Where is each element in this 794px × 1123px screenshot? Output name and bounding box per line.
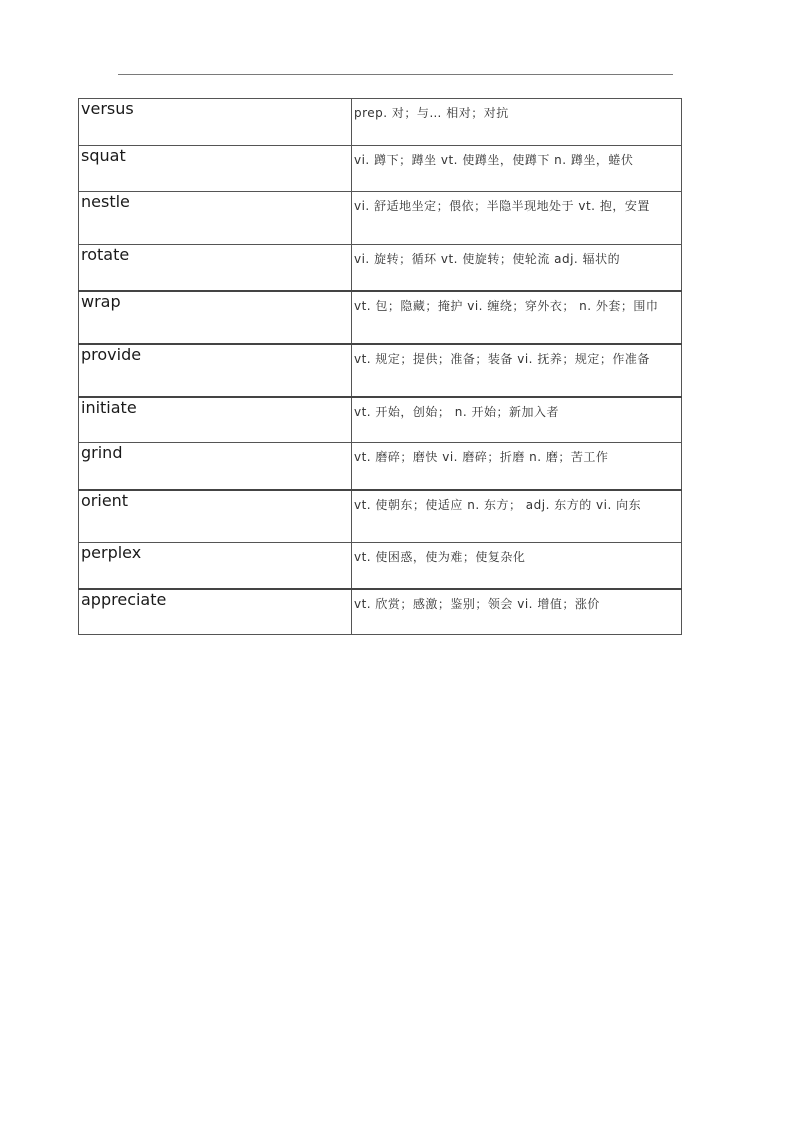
word-cell: nestle [79, 192, 352, 245]
table-row [79, 192, 682, 245]
definition-cell: vt. 欣赏；感激；鉴别；领会 vi. 增值；涨价 [352, 589, 682, 635]
definition-cell: vt. 磨碎；磨快 vi. 磨碎；折磨 n. 磨；苦工作 [352, 443, 682, 490]
definition-cell: vt. 包；隐藏；掩护 vi. 缠绕；穿外衣； n. 外套；围巾 [352, 291, 682, 344]
definition-cell: vt. 使朝东；使适应 n. 东方； adj. 东方的 vi. 向东 [352, 490, 682, 543]
table-row [79, 245, 682, 291]
definition-cell: vi. 旋转；循环 vt. 使旋转；使轮流 adj. 辐状的 [352, 245, 682, 291]
word-cell: wrap [79, 291, 352, 344]
table-row [79, 397, 682, 443]
header-rule [118, 74, 673, 75]
table-row [79, 344, 682, 397]
definition-cell: vt. 开始，创始； n. 开始；新加入者 [352, 397, 682, 443]
table-row [79, 146, 682, 192]
word-cell: provide [79, 344, 352, 397]
table-row [79, 443, 682, 490]
definition-cell: vi. 蹲下；蹲坐 vt. 使蹲坐，使蹲下 n. 蹲坐，蜷伏 [352, 146, 682, 192]
word-cell: squat [79, 146, 352, 192]
word-cell: grind [79, 443, 352, 490]
table-row [79, 99, 682, 146]
table-row [79, 543, 682, 589]
table-row [79, 291, 682, 344]
table-row [79, 490, 682, 543]
word-cell: versus [79, 99, 352, 146]
definition-cell: vt. 规定；提供；准备；装备 vi. 抚养；规定；作准备 [352, 344, 682, 397]
definition-cell: vi. 舒适地坐定；偎依；半隐半现地处于 vt. 抱，安置 [352, 192, 682, 245]
vocabulary-table [78, 98, 682, 635]
word-cell: perplex [79, 543, 352, 589]
table-row [79, 589, 682, 635]
definition-cell: vt. 使困惑，使为难；使复杂化 [352, 543, 682, 589]
definition-cell: prep. 对；与… 相对；对抗 [352, 99, 682, 146]
word-cell: initiate [79, 397, 352, 443]
word-cell: appreciate [79, 589, 352, 635]
word-cell: rotate [79, 245, 352, 291]
word-cell: orient [79, 490, 352, 543]
